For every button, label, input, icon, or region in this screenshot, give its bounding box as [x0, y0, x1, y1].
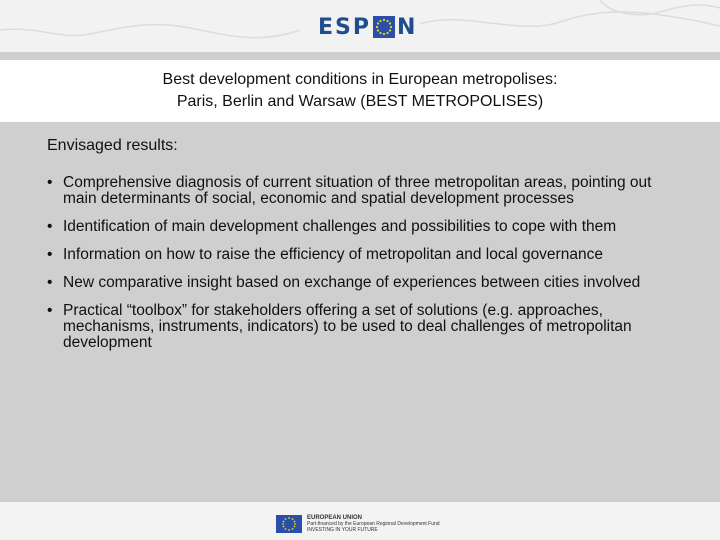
- eu-funding-text: [307, 515, 440, 533]
- footer-line-3: INVESTING IN YOUR FUTURE: [307, 527, 378, 533]
- logo-text-left: ESP: [318, 14, 371, 40]
- footer-line-2: Part-financed by the European Regional Development Fund: [307, 521, 440, 527]
- list-item-text: Information on how to raise the efficiency of metropolitan and local governance: [63, 246, 603, 263]
- list-item: [47, 175, 687, 207]
- list-item-text: Identification of main development challenges and possibilities to cope with them: [63, 218, 617, 235]
- list-item-text: New comparative insight based on exchange of experiences between cities involved: [63, 274, 641, 291]
- bullet-icon: •: [47, 274, 53, 291]
- eu-flag-icon: [373, 16, 395, 38]
- espon-logo: [318, 12, 417, 42]
- bullet-icon: •: [47, 174, 53, 191]
- eu-funding-logo: [276, 515, 440, 533]
- header-band: [0, 0, 720, 52]
- list-item-text: Practical “toolbox” for stakeholders offering a set of solutions (e.g. approaches, mechanisms, instruments, indicators) to be used to deal challenges of metropolitan development: [63, 302, 632, 351]
- slide-content: [47, 132, 687, 363]
- title-line-2: Paris, Berlin and Warsaw (BEST METROPOLISES): [176, 93, 544, 110]
- bullet-icon: •: [47, 302, 53, 319]
- footer-line-1: EUROPEAN UNION: [307, 515, 363, 521]
- slide-title: [0, 60, 720, 122]
- bullet-icon: •: [47, 246, 53, 263]
- list-item: [47, 247, 687, 263]
- logo-text-right: N: [397, 14, 418, 40]
- results-list: [47, 175, 687, 351]
- list-item: [47, 303, 687, 351]
- title-line-1: Best development conditions in European metropolises:: [162, 71, 558, 88]
- list-item: [47, 275, 687, 291]
- results-heading: Envisaged results:: [47, 137, 178, 154]
- list-item: [47, 219, 687, 235]
- list-item-text: Comprehensive diagnosis of current situation of three metropolitan areas, pointing out main determinants of social, economic and spatial development processes: [63, 174, 652, 207]
- eu-flag-icon: [276, 515, 302, 533]
- bullet-icon: •: [47, 218, 53, 235]
